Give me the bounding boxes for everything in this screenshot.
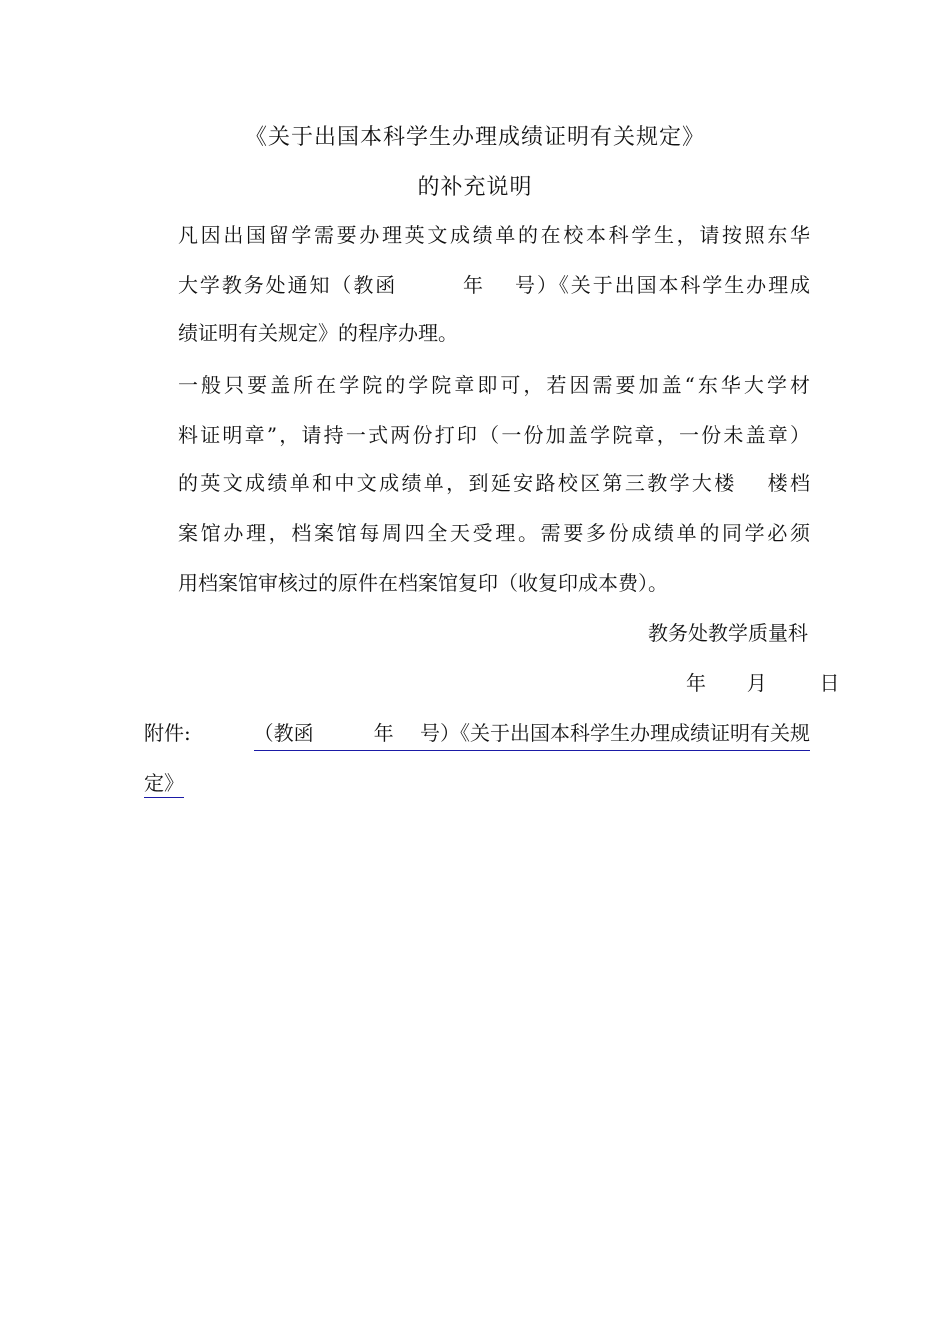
- paragraph-2-line-2: 料证明章”，请持一式两份打印（一份加盖学院章，一份未盖章）: [178, 423, 810, 447]
- attachment-label: 附件:: [144, 721, 191, 745]
- paragraph-1-line-1: 凡因出国留学需要办理英文成绩单的在校本科学生，请按照东华: [178, 223, 810, 247]
- date-month: 月: [746, 671, 767, 695]
- attachment-line: [144, 718, 810, 751]
- signature-department: 教务处教学质量科: [648, 621, 808, 645]
- date-day: 日: [819, 671, 840, 695]
- paragraph-2-line-4: 案馆办理，档案馆每周四全天受理。需要多份成绩单的同学必须: [178, 521, 810, 545]
- date-line: [686, 668, 839, 698]
- attachment-link-line-1[interactable]: （教函 年 号）《关于出国本科学生办理成绩证明有关规: [254, 718, 810, 751]
- document-subtitle: 的补充说明: [417, 175, 533, 200]
- paragraph-2-line-1: 一般只要盖所在学院的学院章即可，若因需要加盖“东华大学材: [178, 373, 810, 397]
- paragraph-1-line-2: 大学教务处通知（教函 年 号）《关于出国本科学生办理成: [178, 273, 810, 297]
- paragraph-1-line-3: 绩证明有关规定》的程序办理。: [178, 321, 458, 345]
- attachment-link-line-2[interactable]: 定》: [144, 771, 184, 798]
- date-year: 年: [686, 671, 706, 695]
- paragraph-2-line-3: 的英文成绩单和中文成绩单，到延安路校区第三教学大楼 楼档: [178, 471, 810, 495]
- attachment-line-2: [144, 768, 184, 798]
- paragraph-2-line-5: 用档案馆审核过的原件在档案馆复印（收复印成本费）。: [178, 571, 668, 595]
- document-title: 《关于出国本科学生办理成绩证明有关规定》: [244, 125, 705, 150]
